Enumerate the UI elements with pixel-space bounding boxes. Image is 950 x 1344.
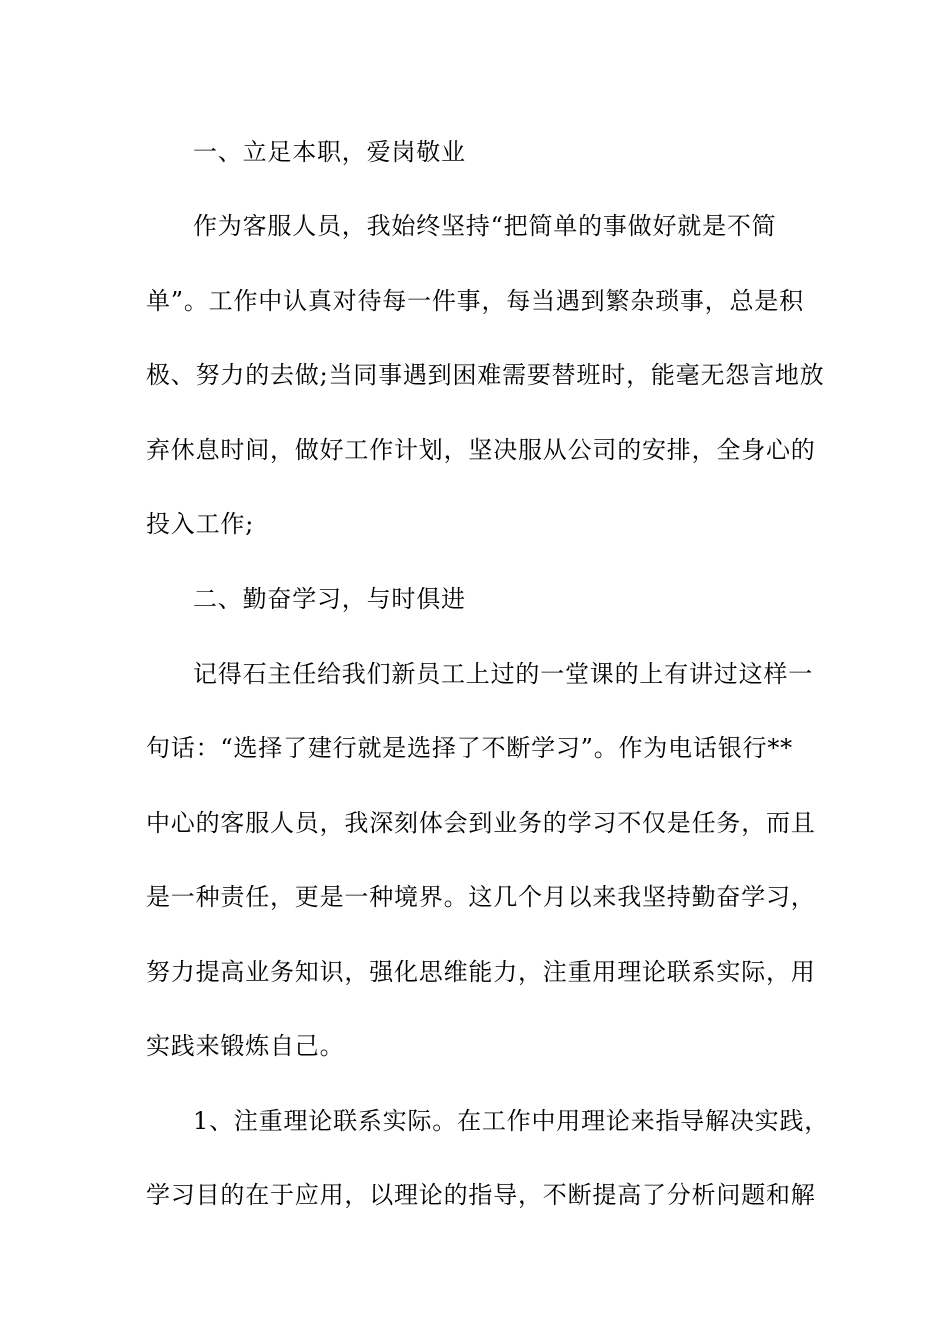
paragraph-line: 句话：“选择了建行就是选择了不断学习”。作为电话银行** [146,734,793,762]
paragraph-line: 作为客服人员，我始终坚持“把简单的事做好就是不简 [193,212,777,240]
paragraph-line: 中心的客服人员，我深刻体会到业务的学习不仅是任务，而且 [146,809,816,837]
paragraph-line: 1、注重理论联系实际。在工作中用理论来指导解决实践， [193,1107,830,1135]
paragraph-line: 单”。工作中认真对待每一件事，每当遇到繁杂琐事，总是积 [146,287,804,315]
heading-section-2: 二、勤奋学习，与时俱进 [193,585,466,613]
paragraph-line: 学习目的在于应用，以理论的指导，不断提高了分析问题和解 [146,1181,816,1209]
heading-section-1: 一、立足本职，爱岗敬业 [193,138,466,166]
paragraph-line: 弃休息时间，做好工作计划，坚决服从公司的安排，全身心的 [146,436,816,464]
paragraph-line: 实践来锻炼自己。 [146,1032,345,1060]
paragraph-line: 记得石主任给我们新员工上过的一堂课的上有讲过这样一 [193,660,813,688]
paragraph-line: 投入工作; [146,510,255,538]
paragraph-line: 努力提高业务知识，强化思维能力，注重用理论联系实际，用 [146,958,816,986]
paragraph-line: 是一种责任，更是一种境界。这几个月以来我坚持勤奋学习， [146,883,816,911]
paragraph-line: 极、努力的去做;当同事遇到困难需要替班时，能毫无怨言地放 [146,361,825,389]
